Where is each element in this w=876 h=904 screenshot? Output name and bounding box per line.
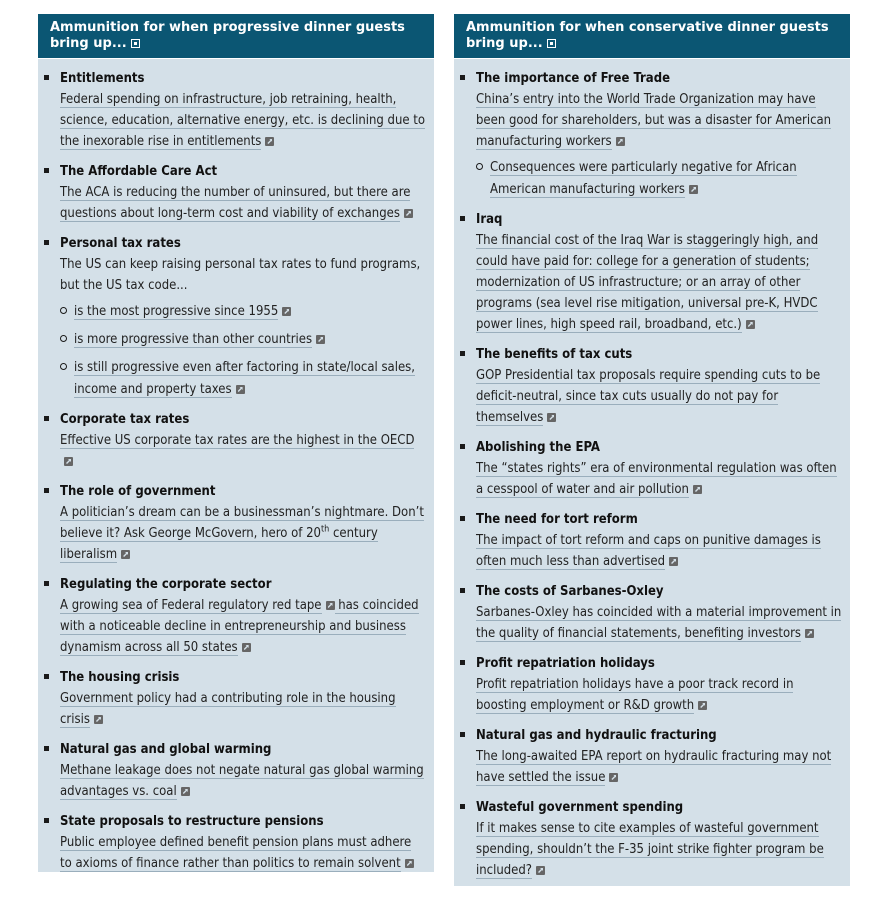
item-link[interactable]: A growing sea of Federal regulatory red tape: [60, 598, 322, 613]
list-item: [460, 345, 842, 428]
sub-list-item: [60, 328, 426, 350]
list-item: [44, 410, 426, 472]
conservative-item-list: [454, 59, 850, 881]
list-item: [44, 162, 426, 224]
sub-list-item: [60, 300, 426, 322]
conservative-panel-header: [454, 14, 850, 59]
external-link-icon[interactable]: [669, 557, 678, 566]
item-link[interactable]: The impact of tort reform and caps on punitive damages is often much less than advertised: [476, 533, 821, 569]
item-title: Wasteful government spending: [476, 800, 684, 815]
list-item: [44, 740, 426, 802]
item-title: Corporate tax rates: [60, 412, 190, 427]
item-link[interactable]: Federal spending on infrastructure, job retraining, health, science, education, alternative energy, etc. is declining due to the inexorable rise in entitlements: [60, 92, 426, 149]
external-link-icon[interactable]: [536, 866, 545, 875]
item-link[interactable]: Profit repatriation holidays have a poor track record in boosting employment or R&D growth: [476, 677, 794, 713]
item-link[interactable]: The ACA is reducing the number of uninsured, but there are questions about long-term cost and viability of exchanges: [60, 185, 411, 221]
sub-list: [60, 300, 426, 400]
external-link-icon[interactable]: [64, 457, 73, 466]
list-item: [44, 482, 426, 565]
external-link-icon[interactable]: [236, 385, 245, 394]
list-item: [460, 69, 842, 200]
list-item: [44, 575, 426, 658]
list-item: [460, 438, 842, 500]
external-link-icon[interactable]: [121, 550, 130, 559]
item-title: The costs of Sarbanes-Oxley: [476, 584, 664, 599]
item-title: Personal tax rates: [60, 236, 181, 251]
list-item: [44, 69, 426, 152]
list-item: [44, 812, 426, 874]
external-link-icon[interactable]: [316, 335, 325, 344]
item-link[interactable]: Public employee defined benefit pension plans must adhere to axioms of finance rather than politics to remain solvent: [60, 835, 412, 871]
external-link-icon[interactable]: [805, 629, 814, 638]
item-text: The US can keep raising personal tax rates to fund programs, but the US tax code...: [60, 257, 421, 293]
item-title: The Affordable Care Act: [60, 164, 218, 179]
item-link[interactable]: [60, 505, 424, 563]
item-link-text[interactable]: century liberalism: [60, 526, 378, 562]
progressive-item-list: [38, 59, 434, 874]
item-title: Profit repatriation holidays: [476, 656, 655, 671]
item-title: Natural gas and global warming: [60, 742, 272, 757]
external-link-icon[interactable]: [242, 643, 251, 652]
conservative-panel: [454, 14, 850, 886]
sub-item-link[interactable]: is more progressive than other countries: [74, 332, 313, 347]
superscript[interactable]: th: [320, 524, 330, 535]
external-link-icon[interactable]: [326, 601, 335, 610]
list-item: [460, 654, 842, 716]
list-item: [460, 798, 842, 881]
item-link[interactable]: If it makes sense to cite examples of wasteful government spending, shouldn’t the F-35 joint strike fighter program be included?: [476, 821, 824, 878]
item-title: Entitlements: [60, 71, 145, 86]
item-title: Natural gas and hydraulic fracturing: [476, 728, 717, 743]
external-link-icon[interactable]: [693, 485, 702, 494]
sub-list-item: [60, 356, 426, 400]
external-link-icon[interactable]: [616, 137, 625, 146]
list-item: [460, 510, 842, 572]
item-title: The importance of Free Trade: [476, 71, 671, 86]
external-link-icon[interactable]: [131, 39, 140, 48]
external-link-icon[interactable]: [405, 859, 414, 868]
item-link-text[interactable]: A politician’s dream can be a businessman’s nightmare. Don’t believe it? Ask George McGovern, hero of 20: [60, 505, 424, 541]
external-link-icon[interactable]: [609, 773, 618, 782]
list-item: [460, 582, 842, 644]
item-link[interactable]: The financial cost of the Iraq War is staggeringly high, and could have paid for: college for a generation of students; modernization of US infrastructure; or an array of other programs (sea level rise mitigation, universal pre-K, HVDC power lines, high speed rail, broadband, etc.): [476, 233, 819, 332]
external-link-icon[interactable]: [94, 715, 103, 724]
item-link[interactable]: GOP Presidential tax proposals require spending cuts to be deficit-neutral, since tax cuts usually do not pay for themselves: [476, 368, 821, 425]
item-link[interactable]: has coincided with a noticeable decline in entrepreneurship and business dynamism across all 50 states: [60, 598, 419, 655]
sub-list: [476, 156, 842, 200]
list-item: [44, 234, 426, 400]
external-link-icon[interactable]: [698, 701, 707, 710]
list-item: [460, 726, 842, 788]
external-link-icon[interactable]: [547, 413, 556, 422]
item-title: The benefits of tax cuts: [476, 347, 633, 362]
item-link[interactable]: Methane leakage does not negate natural gas global warming advantages vs. coal: [60, 763, 424, 799]
external-link-icon[interactable]: [689, 185, 698, 194]
progressive-header-title: Ammunition for when progressive dinner guests bring up...: [50, 20, 405, 51]
sub-list-item: [476, 156, 842, 200]
item-title: State proposals to restructure pensions: [60, 814, 324, 829]
item-title: Abolishing the EPA: [476, 440, 600, 455]
item-title: Iraq: [476, 212, 503, 227]
external-link-icon[interactable]: [181, 787, 190, 796]
list-item: [460, 210, 842, 335]
external-link-icon[interactable]: [282, 307, 291, 316]
list-item: [44, 668, 426, 730]
progressive-panel: [38, 14, 434, 872]
sub-item-link[interactable]: is still progressive even after factoring in state/local sales, income and property taxes: [74, 360, 415, 397]
item-link[interactable]: Sarbanes-Oxley has coincided with a material improvement in the quality of financial statements, benefiting investors: [476, 605, 842, 641]
item-link[interactable]: The “states rights” era of environmental regulation was often a cesspool of water and air pollution: [476, 461, 837, 497]
sub-item-link[interactable]: is the most progressive since 1955: [74, 304, 279, 319]
external-link-icon[interactable]: [746, 320, 755, 329]
external-link-icon[interactable]: [265, 137, 274, 146]
item-title: Regulating the corporate sector: [60, 577, 272, 592]
item-link[interactable]: Government policy had a contributing role in the housing crisis: [60, 691, 396, 727]
item-link[interactable]: The long-awaited EPA report on hydraulic fracturing may not have settled the issue: [476, 749, 832, 785]
progressive-panel-header: [38, 14, 434, 59]
external-link-icon[interactable]: [547, 39, 556, 48]
item-title: The housing crisis: [60, 670, 180, 685]
external-link-icon[interactable]: [404, 209, 413, 218]
sub-item-link[interactable]: Consequences were particularly negative for African American manufacturing workers: [490, 160, 797, 197]
item-link[interactable]: Effective US corporate tax rates are the highest in the OECD: [60, 433, 415, 448]
item-title: The role of government: [60, 484, 216, 499]
item-title: The need for tort reform: [476, 512, 638, 527]
conservative-header-title: Ammunition for when conservative dinner guests bring up...: [466, 20, 829, 51]
item-link[interactable]: China’s entry into the World Trade Organization may have been good for shareholders, but was a disaster for American manufacturing workers: [476, 92, 832, 149]
